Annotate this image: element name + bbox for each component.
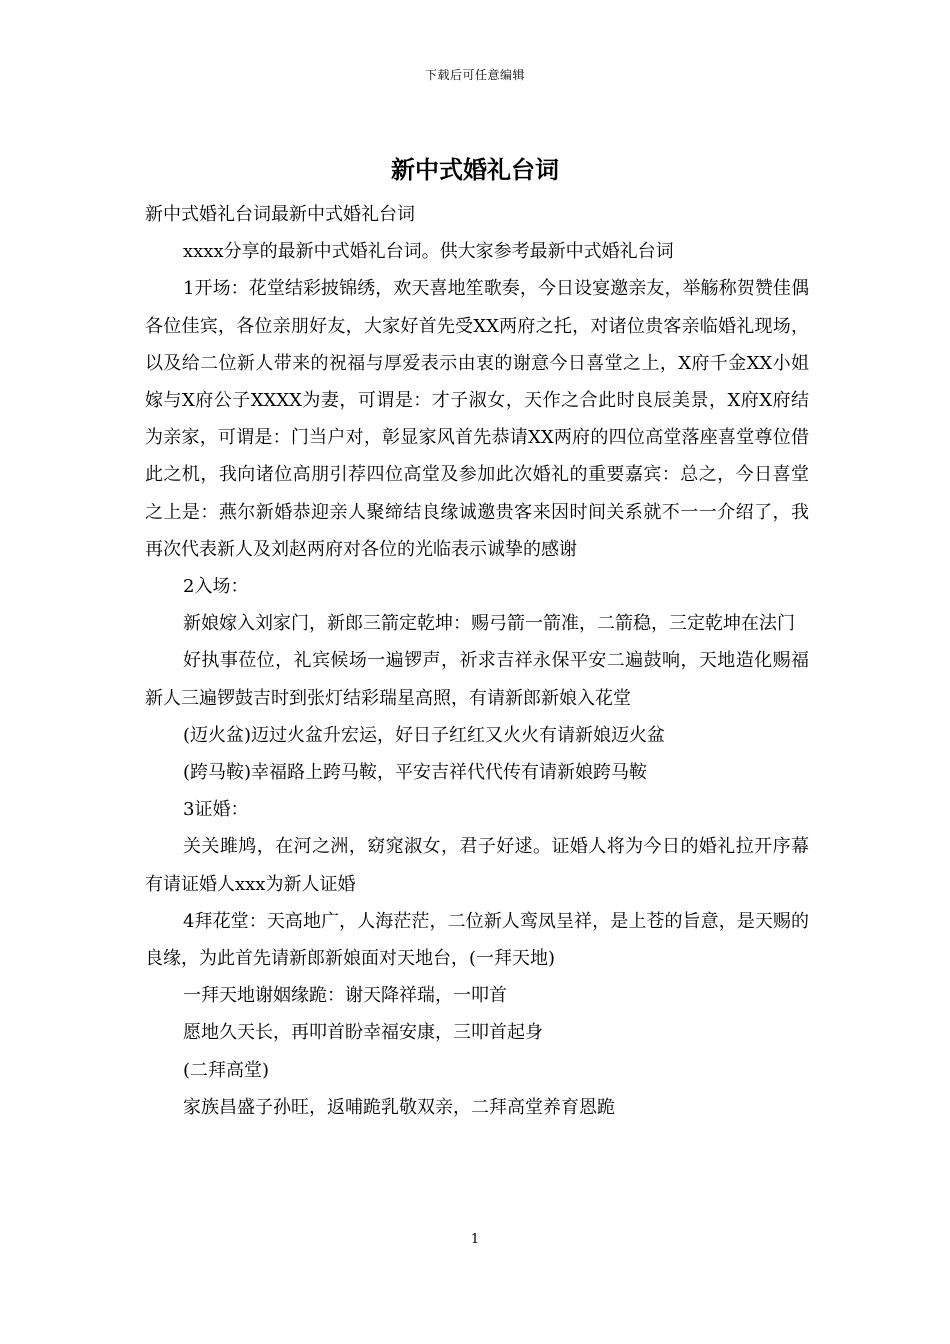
paragraph-kowtow: 愿地久天长，再叩首盼幸福安康，三叩首起身 (183, 1022, 543, 1044)
paragraph-fire-basin: (迈火盆)迈过火盆升宏运，好日子红红又火火有请新娘迈火盆 (183, 724, 666, 746)
paragraph-first-bow: 一拜天地谢姻缘跪：谢天降祥瑞，一叩首 (183, 985, 507, 1007)
paragraph-intro: xxxx分享的最新中式婚礼台词。供大家参考最新中式婚礼台词 (183, 241, 674, 263)
paragraph-entrance-heading: 2入场： (183, 576, 249, 598)
document-title: 新中式婚礼台词 (391, 155, 559, 184)
paragraph-witness-heading: 3证婚： (183, 799, 249, 821)
paragraph-saddle: (跨马鞍)幸福路上跨马鞍，平安吉祥代代传有请新娘跨马鞍 (183, 762, 648, 784)
paragraph-opening: 1开场：花堂结彩披锦绣，欢天喜地笙歌奏，今日设宴邀亲友，举觞称贺赞佳偶各位佳宾，各位亲朋好友，大家好首先受XX两府之托，对诸位贵客亲临婚礼现场，以及给二位新人带来的祝福与厚爱表示由衷的谢意今日喜堂之上，X府千金XX小姐嫁与X府公子XXXX为妻，可谓是：才子淑女，天作之合此时良辰美景，X府X府结为亲家，可谓是：门当户对，彰显家风首先恭请XX两府的四位高堂落座喜堂尊位借此之机，我向诸位高朋引荐四位高堂及参加此次婚礼的重要嘉宾：总之，今日喜堂之上是：燕尔新婚恭迎亲人聚缔结良缘诚邀贵客来因时间关系就不一一介绍了，我再次代表新人及刘赵两府对各位的光临表示诚挚的感谢 (145, 278, 809, 560)
paragraph-witness: 关关雎鸠，在河之洲，窈窕淑女，君子好逑。证婚人将为今日的婚礼拉开序幕有请证婚人xxx为新人证婚 (145, 836, 809, 895)
page-number: 1 (470, 1232, 480, 1247)
page-header-note: 下载后可任意编辑 (424, 68, 525, 82)
document-body (145, 196, 809, 1126)
paragraph-entrance-gongs: 好执事莅位，礼宾候场一遍锣声，祈求吉祥永保平安二遍鼓响，天地造化赐福新人三遍锣鼓吉时到张灯结彩瑞星高照，有请新郎新娘入花堂 (145, 650, 809, 709)
paragraph-second-bow-heading: (二拜高堂) (183, 1059, 270, 1081)
paragraph-worship: 4拜花堂：天高地广，人海茫茫，二位新人鸾凤呈祥，是上苍的旨意，是天赐的良缘，为此首先请新郎新娘面对天地台，(一拜天地) (145, 910, 809, 970)
paragraph-entrance-arrows: 新娘嫁入刘家门，新郎三箭定乾坤：赐弓箭一箭准，二箭稳，三定乾坤在法门 (183, 613, 795, 635)
paragraph-subtitle: 新中式婚礼台词最新中式婚礼台词 (145, 204, 415, 225)
paragraph-second-bow: 家族昌盛子孙旺，返哺跪乳敬双亲，二拜高堂养育恩跪 (183, 1096, 615, 1118)
